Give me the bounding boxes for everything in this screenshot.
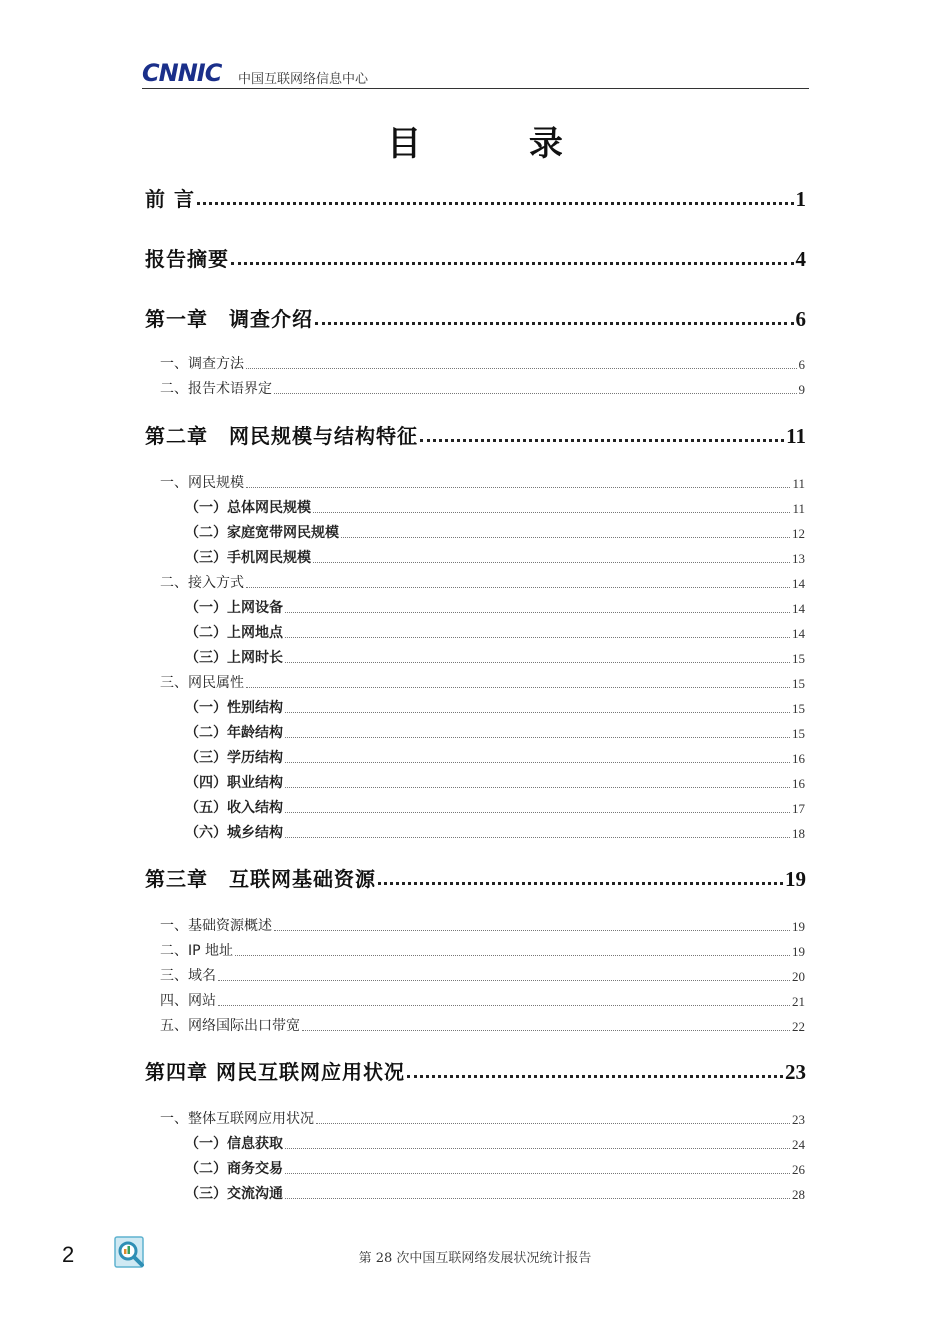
toc-entry-label: 一、整体互联网应用状况 bbox=[160, 1111, 314, 1127]
toc-section[interactable] bbox=[160, 942, 805, 960]
toc-entry-label: （一）上网设备 bbox=[185, 600, 283, 616]
toc-chapter[interactable] bbox=[145, 246, 806, 272]
toc-subsection[interactable] bbox=[185, 699, 805, 717]
dot-leader bbox=[218, 980, 790, 981]
dot-leader bbox=[246, 587, 790, 588]
dot-leader bbox=[420, 439, 784, 442]
toc-entry-label: 三、域名 bbox=[160, 968, 216, 984]
toc-entry-label: 二、报告术语界定 bbox=[160, 381, 272, 397]
toc-subsection[interactable] bbox=[185, 524, 805, 542]
dot-leader bbox=[285, 712, 790, 713]
toc-section[interactable] bbox=[160, 992, 805, 1010]
toc-subsection[interactable] bbox=[185, 1135, 805, 1153]
toc-entry-label: （一）信息获取 bbox=[185, 1136, 283, 1152]
toc-chapter[interactable] bbox=[145, 186, 806, 212]
toc-entry-page: 11 bbox=[792, 501, 805, 516]
org-name: 中国互联网络信息中心 bbox=[238, 72, 369, 87]
toc-entry-page: 20 bbox=[792, 969, 805, 984]
toc-entry-label: 第四章 网民互联网应用状况 bbox=[145, 1060, 405, 1084]
dot-leader bbox=[285, 637, 790, 638]
toc-section[interactable] bbox=[160, 474, 805, 492]
toc-subsection[interactable] bbox=[185, 749, 805, 767]
dot-leader bbox=[407, 1075, 783, 1078]
toc-entry-label: （四）职业结构 bbox=[185, 775, 283, 791]
toc-entry-label: 第三章 互联网基础资源 bbox=[145, 867, 376, 891]
toc-entry-label: （一）性别结构 bbox=[185, 700, 283, 716]
dot-leader bbox=[246, 687, 790, 688]
toc-entry-label: （三）上网时长 bbox=[185, 650, 283, 666]
toc-chapter[interactable] bbox=[145, 1059, 806, 1085]
toc-entry-label: 四、网站 bbox=[160, 993, 216, 1009]
toc-subsection[interactable] bbox=[185, 1160, 805, 1178]
dot-leader bbox=[246, 368, 797, 369]
toc-entry-label: 报告摘要 bbox=[145, 247, 229, 271]
toc-entry-label: 二、接入方式 bbox=[160, 575, 244, 591]
toc-entry-label: 一、基础资源概述 bbox=[160, 918, 272, 934]
toc-subsection[interactable] bbox=[185, 799, 805, 817]
dot-leader bbox=[231, 262, 794, 265]
toc-entry-page: 9 bbox=[798, 382, 805, 397]
toc-entry-label: 三、网民属性 bbox=[160, 675, 244, 691]
page-title: 目 录 bbox=[387, 124, 611, 164]
dot-leader bbox=[285, 812, 790, 813]
toc-entry-label: （三）交流沟通 bbox=[185, 1186, 283, 1202]
toc-entry-label: 第二章 网民规模与结构特征 bbox=[145, 424, 418, 448]
dot-leader bbox=[378, 882, 783, 885]
toc-chapter[interactable] bbox=[145, 423, 806, 449]
dot-leader bbox=[285, 762, 790, 763]
page-header bbox=[142, 60, 809, 89]
dot-leader bbox=[285, 662, 790, 663]
toc-entry-page: 12 bbox=[792, 526, 805, 541]
toc-section[interactable] bbox=[160, 674, 805, 692]
toc-entry-page: 15 bbox=[792, 676, 805, 691]
dot-leader bbox=[302, 1030, 790, 1031]
toc-entry-page: 14 bbox=[792, 601, 805, 616]
toc-subsection[interactable] bbox=[185, 549, 805, 567]
dot-leader bbox=[274, 393, 797, 394]
toc-entry-page: 15 bbox=[792, 701, 805, 716]
toc-entry-page: 19 bbox=[792, 944, 805, 959]
toc-entry-page: 19 bbox=[785, 867, 806, 891]
toc-entry-page: 23 bbox=[785, 1060, 806, 1084]
toc-chapter[interactable] bbox=[145, 306, 806, 332]
dot-leader bbox=[246, 487, 790, 488]
dot-leader bbox=[316, 1123, 790, 1124]
toc-entry-page: 6 bbox=[795, 307, 806, 331]
toc-entry-page: 16 bbox=[792, 776, 805, 791]
dot-leader bbox=[285, 787, 790, 788]
toc-entry-label: （二）商务交易 bbox=[185, 1161, 283, 1177]
toc-entry-label: 一、调查方法 bbox=[160, 356, 244, 372]
toc-section[interactable] bbox=[160, 355, 805, 373]
toc-entry-page: 11 bbox=[786, 424, 806, 448]
dot-leader bbox=[341, 537, 790, 538]
toc-subsection[interactable] bbox=[185, 774, 805, 792]
toc-entry-page: 11 bbox=[792, 476, 805, 491]
dot-leader bbox=[218, 1005, 790, 1006]
toc-section[interactable] bbox=[160, 1017, 805, 1035]
dot-leader bbox=[313, 562, 790, 563]
toc-entry-page: 23 bbox=[792, 1112, 805, 1127]
dot-leader bbox=[285, 837, 790, 838]
toc-entry-label: 一、网民规模 bbox=[160, 475, 244, 491]
toc-entry-page: 4 bbox=[795, 247, 806, 271]
toc-section[interactable] bbox=[160, 574, 805, 592]
toc-entry-label: 第一章 调查介绍 bbox=[145, 307, 313, 331]
toc-section[interactable] bbox=[160, 967, 805, 985]
toc-subsection[interactable] bbox=[185, 649, 805, 667]
page-number: 2 bbox=[62, 1242, 75, 1267]
toc-entry-label: （六）城乡结构 bbox=[185, 825, 283, 841]
toc-entry-page: 17 bbox=[792, 801, 805, 816]
toc-entry-label: 五、网络国际出口带宽 bbox=[160, 1018, 300, 1034]
dot-leader bbox=[313, 512, 790, 513]
toc-section[interactable] bbox=[160, 380, 805, 398]
dot-leader bbox=[274, 930, 790, 931]
toc-chapter[interactable] bbox=[145, 866, 806, 892]
toc-subsection[interactable] bbox=[185, 724, 805, 742]
toc-entry-page: 18 bbox=[792, 826, 805, 841]
toc-entry-page: 28 bbox=[792, 1187, 805, 1202]
cnnic-logo: CNNIC bbox=[142, 59, 222, 87]
dot-leader bbox=[285, 1148, 790, 1149]
toc-entry-label: （三）手机网民规模 bbox=[185, 550, 311, 566]
toc-entry-label: （二）年龄结构 bbox=[185, 725, 283, 741]
toc-entry-page: 21 bbox=[792, 994, 805, 1009]
toc-subsection[interactable] bbox=[185, 599, 805, 617]
toc-section[interactable] bbox=[160, 1110, 805, 1128]
dot-leader bbox=[235, 955, 790, 956]
toc-entry-page: 26 bbox=[792, 1162, 805, 1177]
toc-entry-page: 15 bbox=[792, 651, 805, 666]
toc-subsection[interactable] bbox=[185, 499, 805, 517]
dot-leader bbox=[285, 1173, 790, 1174]
toc-entry-page: 16 bbox=[792, 751, 805, 766]
toc-entry-label: 前 言 bbox=[145, 187, 195, 211]
dot-leader bbox=[285, 612, 790, 613]
dot-leader bbox=[285, 737, 790, 738]
toc-entry-label: （二）家庭宽带网民规模 bbox=[185, 525, 339, 541]
toc-entry-page: 24 bbox=[792, 1137, 805, 1152]
toc-entry-label: （五）收入结构 bbox=[185, 800, 283, 816]
toc-entry-label: （一）总体网民规模 bbox=[185, 500, 311, 516]
toc-entry-page: 14 bbox=[792, 576, 805, 591]
toc-entry-page: 14 bbox=[792, 626, 805, 641]
dot-leader bbox=[285, 1198, 790, 1199]
footer-report-title: 第 28 次中国互联网络发展状况统计报告 bbox=[358, 1251, 592, 1266]
toc-subsection[interactable] bbox=[185, 824, 805, 842]
toc-section[interactable] bbox=[160, 917, 805, 935]
toc-entry-label: 二、IP 地址 bbox=[160, 943, 234, 959]
toc-entry-page: 1 bbox=[795, 187, 806, 211]
toc-entry-label: （三）学历结构 bbox=[185, 750, 283, 766]
toc-entry-label: （二）上网地点 bbox=[185, 625, 283, 641]
toc-subsection[interactable] bbox=[185, 1185, 805, 1203]
toc-entry-page: 13 bbox=[792, 551, 805, 566]
toc-entry-page: 19 bbox=[792, 919, 805, 934]
toc-entry-page: 6 bbox=[798, 357, 805, 372]
toc-subsection[interactable] bbox=[185, 624, 805, 642]
toc-entry-page: 15 bbox=[792, 726, 805, 741]
toc-entry-page: 22 bbox=[792, 1019, 805, 1034]
dot-leader bbox=[315, 322, 794, 325]
dot-leader bbox=[197, 202, 794, 205]
